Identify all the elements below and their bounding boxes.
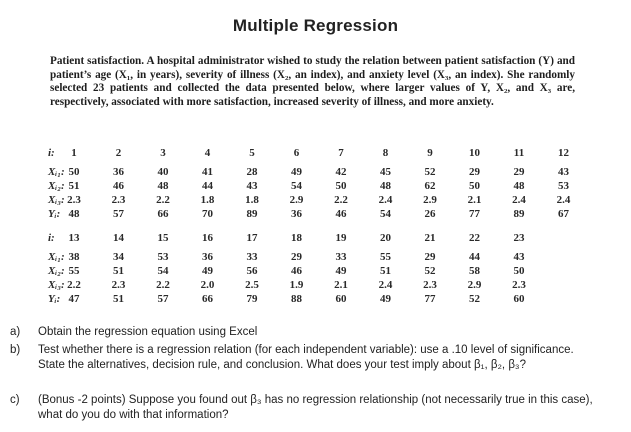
table-cell: 36 <box>113 166 124 178</box>
table-cell: 77 <box>424 293 436 305</box>
table-cell: 44 <box>202 180 213 192</box>
table-cell: 29 <box>513 166 525 178</box>
table-cell: 38 <box>68 251 80 263</box>
table-cell: 57 <box>113 208 124 220</box>
question-mark: c) <box>10 394 20 406</box>
table-cell: 88 <box>291 293 302 305</box>
table-cell: 46 <box>113 180 124 192</box>
table-cell: 51 <box>113 293 124 305</box>
table-cell: 54 <box>380 208 391 220</box>
table-cell: 77 <box>469 208 480 220</box>
table-cell: 89 <box>246 208 258 220</box>
table-cell: 52 <box>469 293 480 305</box>
table-cell: 2.4 <box>556 194 571 206</box>
table-cell: 67 <box>558 208 569 220</box>
page-title: Multiple Regression <box>232 16 399 35</box>
table-cell: 1.8 <box>200 194 215 206</box>
table-cell: 47 <box>68 293 80 305</box>
table-cell: 2.3 <box>67 194 81 206</box>
table-cell: 43 <box>513 251 525 263</box>
table-cell: 14 <box>113 232 124 244</box>
row-label: i: <box>48 232 55 244</box>
row-label: Xᵢ₂: <box>48 265 65 277</box>
table-cell: 45 <box>380 166 391 178</box>
table-cell: 43 <box>558 166 569 178</box>
table-cell: 15 <box>157 232 169 244</box>
table-cell: 17 <box>246 232 258 244</box>
table-cell: 1.9 <box>289 279 304 291</box>
table-cell: 29 <box>424 251 436 263</box>
table-cell: 16 <box>202 232 213 244</box>
table-cell: 70 <box>202 208 213 220</box>
table-cell: 2.5 <box>245 279 259 291</box>
table-cell: 2.4 <box>378 279 393 291</box>
table-cell: 2.3 <box>111 279 126 291</box>
table-cell: 50 <box>335 180 347 192</box>
table-cell: 1 <box>71 147 77 159</box>
table-cell: 29 <box>291 251 302 263</box>
intro-body: A hospital administrator wished to study the relation between patient satisfaction (Y) and patient’s age (X₁, in years), severity of illness (X₂, an index), and anxiety level (X₃, an index). She randomly selected 23 patients and collected the data presented below, where larger values of Y, X₂, and X₃ are, respectively, associated with more satisfaction, increased severity of illness, and more anxiety. <box>50 55 575 108</box>
table-cell: 50 <box>469 180 480 192</box>
intro-lead: Patient satisfaction. <box>50 55 145 67</box>
table-cell: 2.0 <box>200 279 215 291</box>
table-cell: 36 <box>202 251 213 263</box>
table-cell: 2.1 <box>467 194 482 206</box>
table-cell: 54 <box>291 180 302 192</box>
table-cell: 40 <box>157 166 169 178</box>
table-cell: 79 <box>246 293 258 305</box>
table-cell: 1.8 <box>245 194 259 206</box>
row-label: Xᵢ₂: <box>48 180 65 192</box>
row-label: Xᵢ₃: <box>48 194 65 206</box>
table-cell: 21 <box>424 232 436 244</box>
row-label: Xᵢ₁: <box>48 166 65 178</box>
question-text: Obtain the regression equation using Excel <box>38 326 258 338</box>
table-cell: 2.3 <box>423 279 437 291</box>
row-label: Yᵢ: <box>48 208 61 220</box>
table-cell: 2.3 <box>512 279 526 291</box>
table-cell: 55 <box>68 265 80 277</box>
table-cell: 4 <box>204 147 211 159</box>
question-mark: b) <box>10 344 21 356</box>
table-cell: 36 <box>291 208 302 220</box>
table-cell: 48 <box>380 180 391 192</box>
row-label: Xᵢ₁: <box>48 251 65 263</box>
table-cell: 56 <box>246 265 258 277</box>
table-cell: 2.2 <box>156 194 170 206</box>
table-cell: 46 <box>335 208 347 220</box>
table-cell: 44 <box>469 251 480 263</box>
table-cell: 34 <box>113 251 124 263</box>
table-cell: 89 <box>513 208 525 220</box>
table-cell: 12 <box>558 147 569 159</box>
row-label: Yᵢ: <box>48 293 61 305</box>
table-cell: 51 <box>380 265 391 277</box>
table-cell: 2.9 <box>423 194 437 206</box>
table-cell: 48 <box>68 208 80 220</box>
question-mark: a) <box>10 326 21 338</box>
table-cell: 51 <box>68 180 80 192</box>
table-cell: 66 <box>202 293 213 305</box>
table-cell: 7 <box>338 147 344 159</box>
table-cell: 2 <box>115 147 122 159</box>
table-cell: 10 <box>469 147 480 159</box>
table-cell: 13 <box>68 232 80 244</box>
table-cell: 19 <box>335 232 347 244</box>
table-cell: 2.3 <box>111 194 126 206</box>
table-cell: 46 <box>291 265 302 277</box>
table-cell: 54 <box>157 265 169 277</box>
table-cell: 26 <box>424 208 436 220</box>
table-cell: 48 <box>513 180 525 192</box>
table-cell: 53 <box>157 251 169 263</box>
table-cell: 66 <box>157 208 169 220</box>
table-cell: 2.2 <box>67 279 81 291</box>
table-cell: 9 <box>427 147 433 159</box>
table-cell: 22 <box>469 232 480 244</box>
table-cell: 33 <box>246 251 258 263</box>
table-cell: 50 <box>513 265 525 277</box>
question-text: (Bonus -2 points) Suppose you found out β₃ has no regression relationship (not necessarily true in this case), what do you do with that information? <box>38 394 593 421</box>
table-cell: 33 <box>335 251 347 263</box>
table-cell: 5 <box>249 147 255 159</box>
table-cell: 49 <box>291 166 302 178</box>
table-cell: 58 <box>469 265 480 277</box>
table-cell: 2.9 <box>289 194 304 206</box>
table-cell: 2.1 <box>334 279 348 291</box>
row-label: Xᵢ₃: <box>48 279 65 291</box>
table-cell: 52 <box>424 265 436 277</box>
table-cell: 52 <box>424 166 436 178</box>
row-label: i: <box>48 147 55 159</box>
table-cell: 62 <box>424 180 436 192</box>
table-cell: 2.4 <box>512 194 526 206</box>
table-cell: 18 <box>291 232 302 244</box>
table-cell: 41 <box>202 166 213 178</box>
table-cell: 2.4 <box>378 194 393 206</box>
table-cell: 23 <box>513 232 525 244</box>
table-cell: 29 <box>469 166 480 178</box>
table-cell: 43 <box>246 180 258 192</box>
table-cell: 3 <box>160 147 166 159</box>
intro-paragraph <box>50 55 575 109</box>
table-cell: 42 <box>335 166 347 178</box>
table-cell: 2.2 <box>334 194 348 206</box>
table-cell: 2.9 <box>467 279 482 291</box>
question-text: Test whether there is a regression relation (for each independent variable): use a .10 level of significance. State the alternatives, decision rule, and conclusion. What does your test imply about β₁, β₂, β₃? <box>38 344 574 371</box>
table-cell: 60 <box>335 293 347 305</box>
table-cell: 53 <box>558 180 569 192</box>
table-cell: 6 <box>293 147 300 159</box>
table-cell: 50 <box>68 166 80 178</box>
table-cell: 51 <box>113 265 124 277</box>
table-cell: 57 <box>157 293 169 305</box>
table-cell: 55 <box>380 251 391 263</box>
table-cell: 8 <box>382 147 389 159</box>
table-cell: 2.2 <box>156 279 170 291</box>
table-cell: 49 <box>380 293 391 305</box>
table-cell: 49 <box>202 265 213 277</box>
table-cell: 60 <box>513 293 525 305</box>
table-cell: 11 <box>513 147 525 159</box>
table-cell: 49 <box>335 265 347 277</box>
table-cell: 28 <box>246 166 258 178</box>
table-cell: 48 <box>157 180 169 192</box>
table-cell: 20 <box>380 232 391 244</box>
